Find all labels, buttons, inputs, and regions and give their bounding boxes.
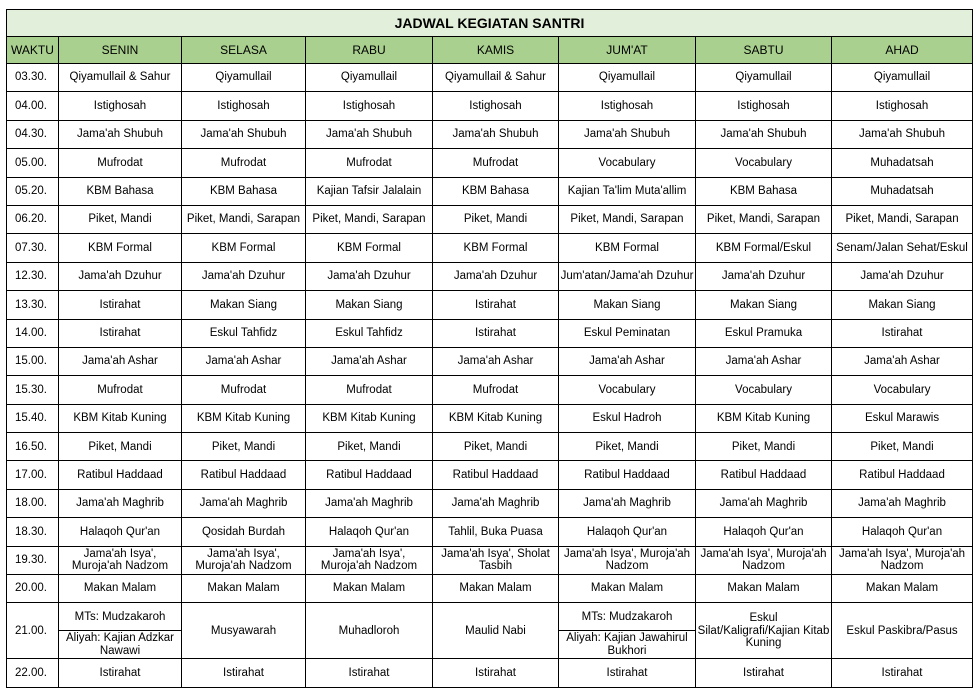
activity-cell-sabtu: Makan Malam: [696, 575, 832, 603]
time-cell: 20.00.: [7, 575, 59, 603]
activity-cell-sabtu: Piket, Mandi, Sarapan: [696, 205, 832, 233]
activity-cell-senin: Jama'ah Shubuh: [59, 120, 182, 148]
header-jumat: JUM'AT: [559, 37, 696, 64]
activity-cell-senin: Makan Malam: [59, 575, 182, 603]
table-title: JADWAL KEGIATAN SANTRI: [7, 10, 973, 37]
activity-cell-selasa: KBM Formal: [182, 234, 306, 262]
activity-cell-jumat: Piket, Mandi, Sarapan: [559, 205, 696, 233]
activity-cell-sabtu: Jama'ah Isya', Muroja'ah Nadzom: [696, 546, 832, 574]
split-cell-bottom: Aliyah: Kajian Jawahirul Bukhori: [566, 632, 688, 657]
activity-cell-jumat: KBM Formal: [559, 234, 696, 262]
time-cell: 21.00.: [7, 603, 59, 659]
activity-cell-ahad: Jama'ah Ashar: [832, 347, 973, 375]
activity-cell-ahad: Jama'ah Dzuhur: [832, 262, 973, 290]
activity-cell-jumat: Jama'ah Isya', Muroja'ah Nadzom: [559, 546, 696, 574]
activity-cell-senin: KBM Kitab Kuning: [59, 404, 182, 432]
activity-cell-sabtu: Jama'ah Shubuh: [696, 120, 832, 148]
activity-cell-ahad: Eskul Paskibra/Pasus: [832, 603, 973, 659]
activity-cell-selasa: Jama'ah Maghrib: [182, 489, 306, 517]
activity-cell-sabtu: Piket, Mandi: [696, 433, 832, 461]
time-cell: 05.00.: [7, 149, 59, 177]
header-rabu: RABU: [306, 37, 433, 64]
activity-cell-selasa: Musyawarah: [182, 603, 306, 659]
activity-cell-rabu: Halaqoh Qur'an: [306, 518, 433, 546]
activity-cell-sabtu: Istirahat: [696, 659, 832, 687]
table-row: [7, 376, 973, 404]
time-cell: 18.30.: [7, 518, 59, 546]
activity-cell-selasa: KBM Kitab Kuning: [182, 404, 306, 432]
table-row: [7, 489, 973, 517]
activity-cell-ahad: Jama'ah Isya', Muroja'ah Nadzom: [832, 546, 973, 574]
table-row: [7, 291, 973, 319]
activity-cell-kamis: Mufrodat: [433, 376, 559, 404]
activity-cell-rabu: Muhadloroh: [306, 603, 433, 659]
activity-cell-selasa: Qiyamullail: [182, 64, 306, 92]
time-cell: 18.00.: [7, 489, 59, 517]
activity-cell-selasa: Istirahat: [182, 659, 306, 687]
activity-cell-kamis: Makan Malam: [433, 575, 559, 603]
table-row: [7, 518, 973, 546]
activity-cell-jumat: Jama'ah Maghrib: [559, 489, 696, 517]
activity-cell-rabu: Qiyamullail: [306, 64, 433, 92]
activity-cell-senin: Istighosah: [59, 92, 182, 120]
time-cell: 17.00.: [7, 461, 59, 489]
split-cell-top: MTs: Mudzakaroh: [559, 603, 696, 631]
activity-cell-rabu: Ratibul Haddaad: [306, 461, 433, 489]
activity-cell-sabtu: Vocabulary: [696, 149, 832, 177]
time-cell: 19.30.: [7, 546, 59, 574]
time-cell: 15.00.: [7, 347, 59, 375]
activity-cell-jumat: Istighosah: [559, 92, 696, 120]
activity-cell-jumat: [559, 603, 696, 659]
activity-cell-senin: Jama'ah Ashar: [59, 347, 182, 375]
activity-cell-senin: Istirahat: [59, 319, 182, 347]
activity-cell-senin: Piket, Mandi: [59, 205, 182, 233]
table-row: [7, 546, 973, 574]
activity-cell-kamis: Istirahat: [433, 291, 559, 319]
time-cell: 04.30.: [7, 120, 59, 148]
activity-cell-kamis: Istirahat: [433, 659, 559, 687]
time-cell: 15.40.: [7, 404, 59, 432]
activity-cell-sabtu: Vocabulary: [696, 376, 832, 404]
activity-cell-senin: Mufrodat: [59, 149, 182, 177]
activity-cell-ahad: Istirahat: [832, 319, 973, 347]
activity-cell-ahad: Halaqoh Qur'an: [832, 518, 973, 546]
activity-cell-jumat: Makan Siang: [559, 291, 696, 319]
activity-cell-kamis: Jama'ah Isya', Sholat Tasbih: [433, 546, 559, 574]
activity-cell-selasa: Mufrodat: [182, 149, 306, 177]
table-row: [7, 177, 973, 205]
activity-cell-senin: [59, 603, 182, 659]
table-row: [7, 433, 973, 461]
activity-cell-senin: Halaqoh Qur'an: [59, 518, 182, 546]
activity-cell-kamis: Jama'ah Maghrib: [433, 489, 559, 517]
activity-cell-sabtu: Istighosah: [696, 92, 832, 120]
time-cell: 07.30.: [7, 234, 59, 262]
activity-cell-senin: KBM Formal: [59, 234, 182, 262]
activity-cell-rabu: Jama'ah Maghrib: [306, 489, 433, 517]
activity-cell-ahad: Piket, Mandi, Sarapan: [832, 205, 973, 233]
activity-cell-ahad: Eskul Marawis: [832, 404, 973, 432]
time-cell: 03.30.: [7, 64, 59, 92]
activity-cell-ahad: Muhadatsah: [832, 177, 973, 205]
activity-cell-senin: Ratibul Haddaad: [59, 461, 182, 489]
header-sabtu: SABTU: [696, 37, 832, 64]
activity-cell-jumat: Istirahat: [559, 659, 696, 687]
time-cell: 05.20.: [7, 177, 59, 205]
activity-cell-kamis: Mufrodat: [433, 149, 559, 177]
activity-cell-ahad: Jama'ah Shubuh: [832, 120, 973, 148]
activity-cell-sabtu: Eskul Pramuka: [696, 319, 832, 347]
time-cell: 22.00.: [7, 659, 59, 687]
activity-cell-selasa: Makan Malam: [182, 575, 306, 603]
activity-cell-selasa: Eskul Tahfidz: [182, 319, 306, 347]
activity-cell-ahad: Makan Malam: [832, 575, 973, 603]
activity-cell-rabu: Istighosah: [306, 92, 433, 120]
time-cell: 16.50.: [7, 433, 59, 461]
activity-cell-senin: Istirahat: [59, 659, 182, 687]
activity-cell-selasa: Ratibul Haddaad: [182, 461, 306, 489]
activity-cell-selasa: Jama'ah Ashar: [182, 347, 306, 375]
activity-cell-sabtu: KBM Kitab Kuning: [696, 404, 832, 432]
table-row: [7, 92, 973, 120]
activity-cell-kamis: Jama'ah Dzuhur: [433, 262, 559, 290]
activity-cell-ahad: Qiyamullail: [832, 64, 973, 92]
activity-cell-rabu: Piket, Mandi, Sarapan: [306, 205, 433, 233]
split-cell-bottom: Aliyah: Kajian Adzkar Nawawi: [65, 632, 175, 657]
activity-cell-senin: Jama'ah Dzuhur: [59, 262, 182, 290]
activity-cell-rabu: Jama'ah Isya', Muroja'ah Nadzom: [306, 546, 433, 574]
header-selasa: SELASA: [182, 37, 306, 64]
table-row: [7, 575, 973, 603]
activity-cell-rabu: KBM Formal: [306, 234, 433, 262]
header-row: [7, 37, 973, 64]
activity-cell-senin: Piket, Mandi: [59, 433, 182, 461]
activity-cell-ahad: Istighosah: [832, 92, 973, 120]
activity-cell-kamis: Piket, Mandi: [433, 205, 559, 233]
time-cell: 15.30.: [7, 376, 59, 404]
time-cell: 04.00.: [7, 92, 59, 120]
activity-cell-sabtu: Ratibul Haddaad: [696, 461, 832, 489]
activity-cell-kamis: Istirahat: [433, 319, 559, 347]
activity-cell-sabtu: Jama'ah Ashar: [696, 347, 832, 375]
activity-cell-jumat: Ratibul Haddaad: [559, 461, 696, 489]
activity-cell-rabu: Jama'ah Shubuh: [306, 120, 433, 148]
activity-cell-senin: Jama'ah Maghrib: [59, 489, 182, 517]
activity-cell-rabu: Kajian Tafsir Jalalain: [306, 177, 433, 205]
header-kamis: KAMIS: [433, 37, 559, 64]
activity-cell-kamis: Maulid Nabi: [433, 603, 559, 659]
time-cell: 13.30.: [7, 291, 59, 319]
table-row: [7, 404, 973, 432]
activity-cell-kamis: KBM Kitab Kuning: [433, 404, 559, 432]
activity-cell-kamis: Piket, Mandi: [433, 433, 559, 461]
activity-cell-jumat: Piket, Mandi: [559, 433, 696, 461]
activity-cell-jumat: Jama'ah Shubuh: [559, 120, 696, 148]
activity-cell-rabu: KBM Kitab Kuning: [306, 404, 433, 432]
activity-cell-senin: KBM Bahasa: [59, 177, 182, 205]
activity-cell-jumat: Halaqoh Qur'an: [559, 518, 696, 546]
activity-cell-jumat: Qiyamullail: [559, 64, 696, 92]
activity-cell-selasa: Mufrodat: [182, 376, 306, 404]
split-cell-top: MTs: Mudzakaroh: [59, 603, 182, 631]
activity-cell-ahad: Piket, Mandi: [832, 433, 973, 461]
table-row: [7, 120, 973, 148]
activity-cell-selasa: Makan Siang: [182, 291, 306, 319]
time-cell: 14.00.: [7, 319, 59, 347]
activity-cell-kamis: Jama'ah Ashar: [433, 347, 559, 375]
activity-cell-senin: Istirahat: [59, 291, 182, 319]
activity-cell-jumat: Kajian Ta'lim Muta'allim: [559, 177, 696, 205]
activity-cell-ahad: Senam/Jalan Sehat/Eskul: [832, 234, 973, 262]
activity-cell-selasa: Jama'ah Isya', Muroja'ah Nadzom: [182, 546, 306, 574]
activity-cell-selasa: Piket, Mandi, Sarapan: [182, 205, 306, 233]
table-row: [7, 262, 973, 290]
activity-cell-selasa: Jama'ah Dzuhur: [182, 262, 306, 290]
table-row: [7, 64, 973, 92]
activity-cell-sabtu: Jama'ah Maghrib: [696, 489, 832, 517]
header-waktu: WAKTU: [7, 37, 59, 64]
table-row: [7, 319, 973, 347]
activity-cell-sabtu: Halaqoh Qur'an: [696, 518, 832, 546]
table-row: [7, 659, 973, 687]
activity-cell-ahad: Jama'ah Maghrib: [832, 489, 973, 517]
activity-cell-jumat: Eskul Peminatan: [559, 319, 696, 347]
activity-cell-jumat: Vocabulary: [559, 376, 696, 404]
schedule-table: [6, 9, 973, 688]
activity-cell-rabu: Makan Malam: [306, 575, 433, 603]
activity-cell-ahad: Vocabulary: [832, 376, 973, 404]
activity-cell-selasa: KBM Bahasa: [182, 177, 306, 205]
activity-cell-rabu: Mufrodat: [306, 149, 433, 177]
activity-cell-jumat: Eskul Hadroh: [559, 404, 696, 432]
activity-cell-sabtu: Eskul Silat/Kaligrafi/Kajian Kitab Kuning: [696, 603, 832, 659]
activity-cell-kamis: Qiyamullail & Sahur: [433, 64, 559, 92]
header-ahad: AHAD: [832, 37, 973, 64]
activity-cell-selasa: Jama'ah Shubuh: [182, 120, 306, 148]
activity-cell-ahad: Muhadatsah: [832, 149, 973, 177]
activity-cell-rabu: Istirahat: [306, 659, 433, 687]
activity-cell-rabu: Piket, Mandi: [306, 433, 433, 461]
activity-cell-selasa: Istighosah: [182, 92, 306, 120]
activity-cell-selasa: Piket, Mandi: [182, 433, 306, 461]
activity-cell-kamis: KBM Formal: [433, 234, 559, 262]
table-row: [7, 205, 973, 233]
table-row: [7, 461, 973, 489]
activity-cell-jumat: Vocabulary: [559, 149, 696, 177]
activity-cell-jumat: Makan Malam: [559, 575, 696, 603]
activity-cell-jumat: Jum'atan/Jama'ah Dzuhur: [559, 262, 696, 290]
table-row: [7, 234, 973, 262]
activity-cell-ahad: Ratibul Haddaad: [832, 461, 973, 489]
activity-cell-senin: Mufrodat: [59, 376, 182, 404]
activity-cell-kamis: Istighosah: [433, 92, 559, 120]
activity-cell-rabu: Jama'ah Dzuhur: [306, 262, 433, 290]
activity-cell-rabu: Jama'ah Ashar: [306, 347, 433, 375]
activity-cell-senin: Jama'ah Isya', Muroja'ah Nadzom: [59, 546, 182, 574]
table-row: [7, 149, 973, 177]
table-row: [7, 347, 973, 375]
activity-cell-rabu: Makan Siang: [306, 291, 433, 319]
activity-cell-kamis: Jama'ah Shubuh: [433, 120, 559, 148]
activity-cell-senin: Qiyamullail & Sahur: [59, 64, 182, 92]
schedule-sheet: [6, 9, 972, 688]
header-senin: SENIN: [59, 37, 182, 64]
activity-cell-sabtu: KBM Formal/Eskul: [696, 234, 832, 262]
activity-cell-rabu: Eskul Tahfidz: [306, 319, 433, 347]
activity-cell-kamis: Ratibul Haddaad: [433, 461, 559, 489]
activity-cell-sabtu: Qiyamullail: [696, 64, 832, 92]
activity-cell-ahad: Makan Siang: [832, 291, 973, 319]
activity-cell-sabtu: Jama'ah Dzuhur: [696, 262, 832, 290]
table-row: [7, 603, 973, 659]
activity-cell-rabu: Mufrodat: [306, 376, 433, 404]
time-cell: 12.30.: [7, 262, 59, 290]
activity-cell-jumat: Jama'ah Ashar: [559, 347, 696, 375]
activity-cell-sabtu: Makan Siang: [696, 291, 832, 319]
activity-cell-sabtu: KBM Bahasa: [696, 177, 832, 205]
activity-cell-kamis: KBM Bahasa: [433, 177, 559, 205]
activity-cell-ahad: Istirahat: [832, 659, 973, 687]
time-cell: 06.20.: [7, 205, 59, 233]
activity-cell-kamis: Tahlil, Buka Puasa: [433, 518, 559, 546]
activity-cell-selasa: Qosidah Burdah: [182, 518, 306, 546]
